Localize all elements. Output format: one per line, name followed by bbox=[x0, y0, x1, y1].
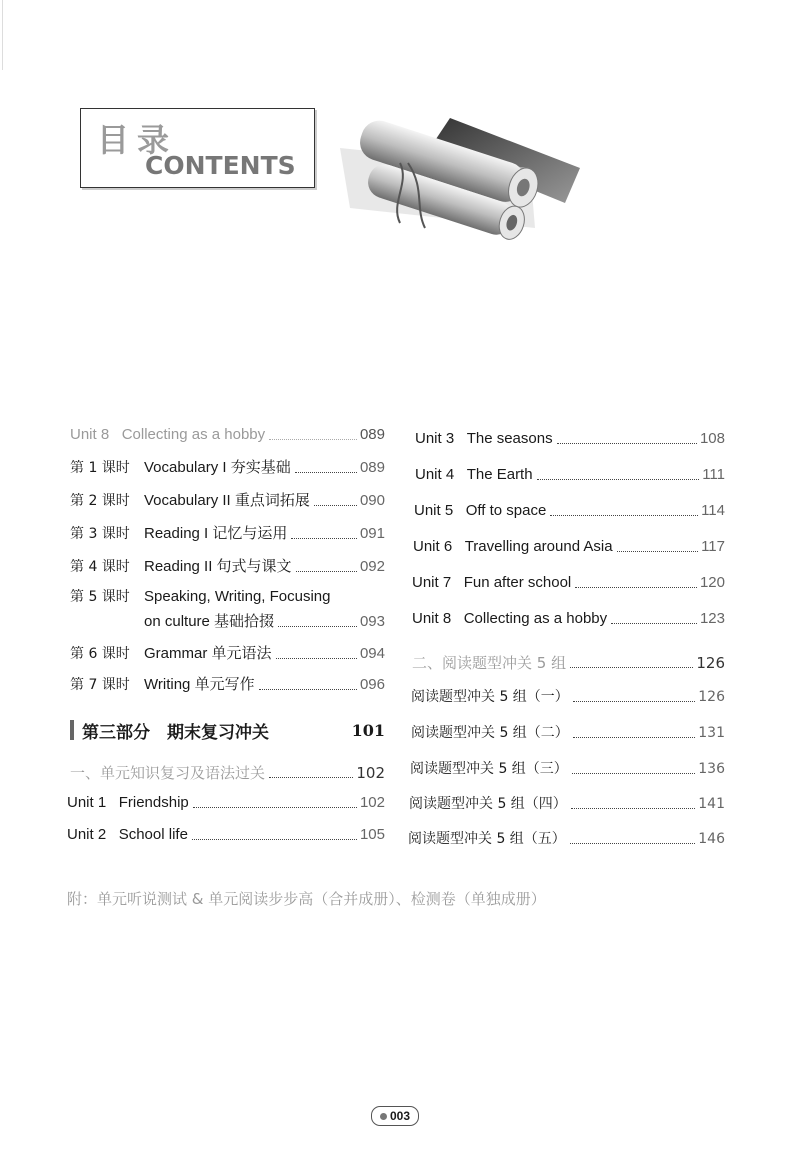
contents-title-box bbox=[80, 108, 315, 188]
reading-group-row[interactable] bbox=[411, 688, 725, 706]
reading-group-title: 阅读题型冲关 5 组（三） bbox=[410, 761, 568, 777]
unit-title: Collecting as a hobby bbox=[121, 426, 266, 443]
heading-bar bbox=[70, 720, 74, 740]
lesson-title: Grammar 单元语法 bbox=[144, 645, 272, 662]
reading-group-title: 阅读题型冲关 5 组（一） bbox=[411, 689, 569, 705]
unit-number: Unit 3 bbox=[415, 430, 455, 447]
page-ref: 123 bbox=[699, 610, 725, 627]
lesson-number: 第 4 课时 bbox=[70, 559, 130, 575]
page-number: 003 bbox=[389, 1109, 411, 1123]
unit-number: Unit 2 bbox=[67, 826, 107, 843]
unit-title: Travelling around Asia bbox=[464, 538, 613, 555]
section-title: 一、单元知识复习及语法过关 bbox=[70, 764, 266, 782]
page-number-badge bbox=[371, 1106, 419, 1126]
unit-number: Unit 4 bbox=[415, 466, 455, 483]
unit-title: Off to space bbox=[465, 502, 547, 519]
page-ref: 136 bbox=[698, 761, 725, 777]
toc-unit-row[interactable] bbox=[412, 610, 725, 628]
lesson-title: Writing 单元写作 bbox=[144, 676, 255, 693]
part-title: 第三部分 期末复习冲关 bbox=[82, 722, 269, 743]
unit-number: Unit 5 bbox=[414, 502, 454, 519]
bullet-icon bbox=[380, 1113, 387, 1120]
unit-number: Unit 8 bbox=[412, 610, 452, 627]
page-ref: 089 bbox=[359, 426, 385, 443]
lesson-title: Reading II 句式与课文 bbox=[144, 558, 292, 575]
toc-unit-row[interactable] bbox=[415, 466, 725, 484]
unit-title: Fun after school bbox=[463, 574, 572, 591]
page-ref: 126 bbox=[696, 654, 725, 672]
page-ref: 117 bbox=[701, 538, 725, 555]
lesson-title-continued: on culture 基础拾掇 bbox=[144, 613, 275, 630]
lesson-number: 第 3 课时 bbox=[70, 526, 130, 542]
page-ref: 092 bbox=[359, 558, 385, 575]
part-three-heading[interactable] bbox=[70, 718, 385, 742]
lesson-number: 第 1 课时 bbox=[70, 460, 130, 476]
scroll-illustration bbox=[330, 108, 590, 258]
reading-group-title: 阅读题型冲关 5 组（四） bbox=[409, 796, 567, 812]
page-edge-line bbox=[2, 0, 3, 70]
unit-title: Collecting as a hobby bbox=[463, 610, 608, 627]
page-ref: 120 bbox=[699, 574, 725, 591]
lesson-title: Vocabulary I 夯实基础 bbox=[144, 459, 291, 476]
page-ref: 131 bbox=[698, 725, 725, 741]
section-title: 二、阅读题型冲关 5 组 bbox=[412, 654, 567, 672]
page-ref: 093 bbox=[359, 613, 385, 630]
reading-group-title: 阅读题型冲关 5 组（五） bbox=[408, 831, 566, 847]
unit-number: Unit 7 bbox=[412, 574, 452, 591]
lesson-number: 第 6 课时 bbox=[70, 646, 130, 662]
toc-lesson-row[interactable] bbox=[70, 525, 385, 543]
page-ref: 091 bbox=[359, 525, 385, 542]
toc-unit-row[interactable] bbox=[413, 538, 725, 556]
page-ref: 108 bbox=[699, 430, 725, 447]
toc-unit-heading[interactable] bbox=[70, 426, 385, 444]
lesson-title: Reading I 记忆与运用 bbox=[144, 525, 288, 542]
toc-lesson-row[interactable] bbox=[70, 459, 385, 477]
toc-unit-row[interactable] bbox=[415, 430, 725, 448]
title-chinese: 目录 bbox=[97, 121, 178, 159]
page-ref: 090 bbox=[359, 492, 385, 509]
toc-lesson-row-line2[interactable] bbox=[70, 613, 385, 631]
unit-number: Unit 6 bbox=[413, 538, 453, 555]
reading-group-row[interactable] bbox=[411, 724, 725, 742]
unit-title: Friendship bbox=[118, 794, 189, 811]
page-ref: 101 bbox=[351, 720, 385, 740]
toc-unit-row[interactable] bbox=[67, 794, 385, 812]
toc-lesson-row[interactable] bbox=[70, 645, 385, 663]
toc-lesson-row[interactable] bbox=[70, 676, 385, 694]
page-ref: 146 bbox=[698, 831, 725, 847]
toc-unit-row[interactable] bbox=[412, 574, 725, 592]
toc-lesson-row-line1[interactable] bbox=[70, 588, 385, 606]
unit-title: The seasons bbox=[466, 430, 553, 447]
unit-number: Unit 8 bbox=[70, 426, 110, 443]
page-ref: 126 bbox=[698, 689, 725, 705]
lesson-number: 第 5 课时 bbox=[70, 589, 130, 605]
page-ref: 094 bbox=[359, 645, 385, 662]
toc-unit-row[interactable] bbox=[414, 502, 725, 520]
lesson-title: Vocabulary II 重点词拓展 bbox=[144, 492, 310, 509]
page-ref: 089 bbox=[359, 459, 385, 476]
title-english: CONTENTS bbox=[145, 151, 296, 180]
toc-lesson-row[interactable] bbox=[70, 492, 385, 510]
page-ref: 102 bbox=[359, 794, 385, 811]
page-ref: 114 bbox=[701, 502, 725, 519]
reading-group-row[interactable] bbox=[409, 795, 725, 813]
page-ref: 096 bbox=[359, 676, 385, 693]
section-two-heading[interactable] bbox=[412, 654, 725, 672]
appendix-note: 附：单元听说测试 & 单元阅读步步高（合并成册）、检测卷（单独成册） bbox=[67, 890, 546, 908]
toc-lesson-row[interactable] bbox=[70, 558, 385, 576]
lesson-number: 第 7 课时 bbox=[70, 677, 130, 693]
reading-group-title: 阅读题型冲关 5 组（二） bbox=[411, 725, 569, 741]
unit-title: The Earth bbox=[466, 466, 533, 483]
reading-group-row[interactable] bbox=[410, 760, 725, 778]
lesson-number: 第 2 课时 bbox=[70, 493, 130, 509]
page-ref: 105 bbox=[359, 826, 385, 843]
leader-dots bbox=[269, 439, 357, 440]
page-ref: 111 bbox=[702, 466, 725, 483]
toc-unit-row[interactable] bbox=[67, 826, 385, 844]
lesson-title: Speaking, Writing, Focusing bbox=[144, 588, 331, 605]
page-ref: 102 bbox=[356, 764, 385, 782]
page-ref: 141 bbox=[698, 796, 725, 812]
unit-number: Unit 1 bbox=[67, 794, 107, 811]
section-one-heading[interactable] bbox=[70, 764, 385, 782]
unit-title: School life bbox=[118, 826, 188, 843]
reading-group-row[interactable] bbox=[408, 830, 725, 848]
